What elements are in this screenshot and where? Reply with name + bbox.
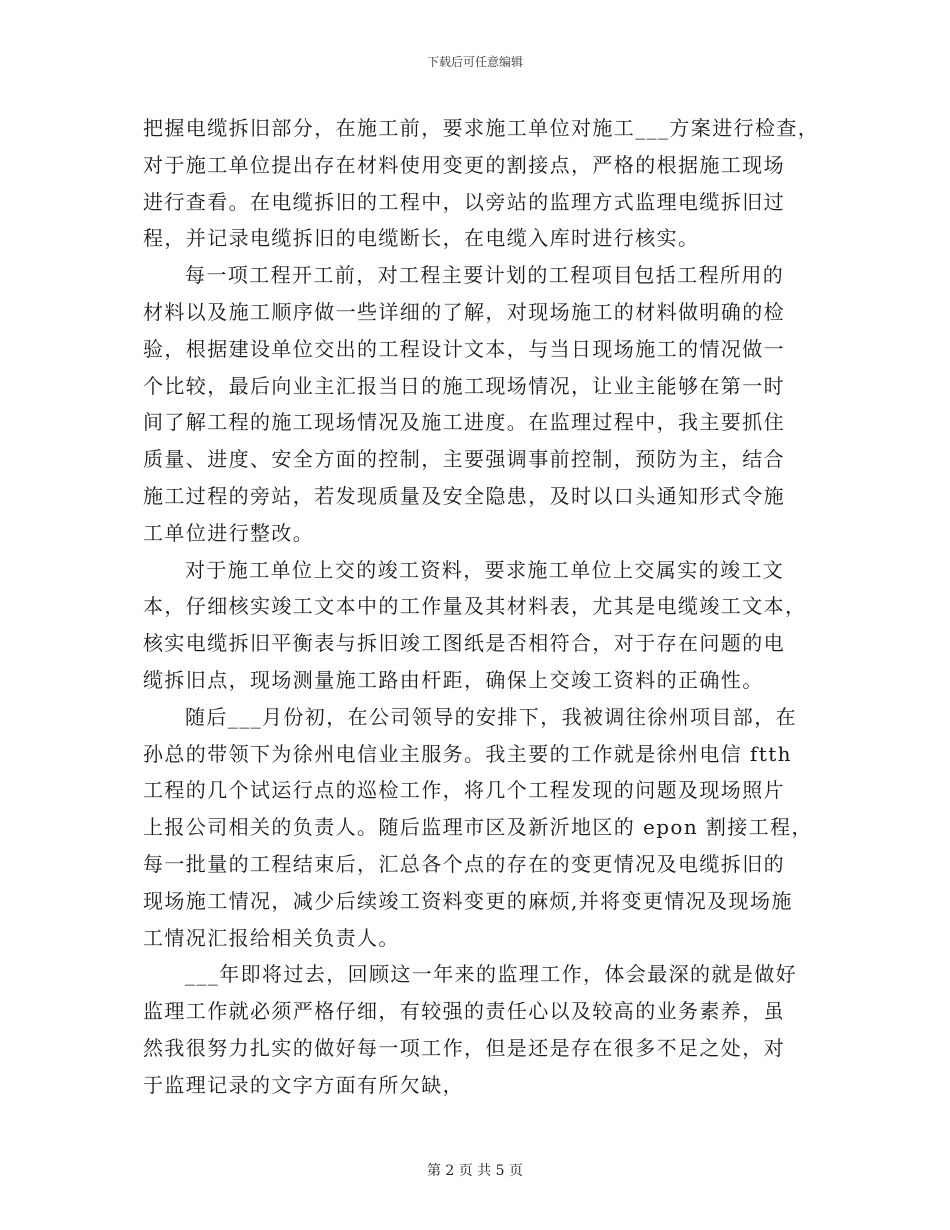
body-line: 材料以及施工顺序做一些详细的了解，对现场施工的材料做明确的检: [143, 299, 785, 324]
page-header: 下载后可任意编辑: [426, 55, 523, 69]
body-line: 本，仔细核实竣工文本中的工作量及其材料表，尤其是电缆竣工文本，: [143, 594, 807, 619]
body-line: 个比较，最后向业主汇报当日的施工现场情况，让业主能够在第一时: [143, 373, 785, 398]
paragraph-start-line: 随后___月份初，在公司领导的安排下，我被调往徐州项目部，在: [185, 704, 797, 729]
body-line: 缆拆旧点，现场测量施工路由杆距，确保上交竣工资料的正确性。: [143, 667, 764, 692]
paragraph-start-line: 每一项工程开工前，对工程主要计划的工程项目包括工程所用的: [185, 263, 785, 288]
body-line: 间了解工程的施工现场情况及施工进度。在监理过程中，我主要抓住: [143, 410, 785, 435]
document-body: [143, 110, 820, 1104]
paragraph-start-line: 对于施工单位上交的竣工资料，要求施工单位上交属实的竣工文: [185, 557, 785, 582]
body-line: 工程的几个试运行点的巡检工作，将几个工程发现的问题及现场照片: [143, 778, 785, 803]
body-line: 工情况汇报给相关负责人。: [143, 925, 400, 950]
body-line: 进行查看。在电缆拆旧的工程中，以旁站的监理方式监理电缆拆旧过: [143, 189, 785, 214]
body-line: 然我很努力扎实的做好每一项工作，但是还是存在很多不足之处，对: [143, 1035, 785, 1060]
body-line: 程，并记录电缆拆旧的电缆断长，在电缆入库时进行核实。: [143, 226, 700, 251]
page-number: 第 2 页 共 5 页: [426, 1163, 524, 1179]
body-line: 质量、进度、安全方面的控制，主要强调事前控制，预防为主，结合: [143, 447, 785, 472]
body-line: 监理工作就必须严格仔细，有较强的责任心以及较高的业务素养，虽: [143, 999, 785, 1024]
body-line: 每一批量的工程结束后，汇总各个点的存在的变更情况及电缆拆旧的: [143, 851, 785, 876]
body-line: 现场施工情况，减少后续竣工资料变更的麻烦,并将变更情况及现场施: [143, 888, 793, 913]
body-line: 施工过程的旁站，若发现质量及安全隐患，及时以口头通知形式令施: [143, 483, 785, 508]
body-line: 孙总的带领下为徐州电信业主服务。我主要的工作就是徐州电信 ftth: [143, 741, 792, 766]
body-line: 上报公司相关的负责人。随后监理市区及新沂地区的 epon 割接工程，: [143, 815, 813, 840]
body-line: 核实电缆拆旧平衡表与拆旧竣工图纸是否相符合，对于存在问题的电: [143, 631, 785, 656]
body-line: 对于施工单位提出存在材料使用变更的割接点，严格的根据施工现场: [143, 152, 785, 177]
body-line: 工单位进行整改。: [143, 520, 315, 545]
body-line: 把握电缆拆旧部分，在施工前，要求施工单位对施工___方案进行检查，: [143, 116, 820, 140]
paragraph-start-line: ___年即将过去，回顾这一年来的监理工作，体会最深的就是做好: [185, 962, 797, 987]
body-line: 于监理记录的文字方面有所欠缺，: [143, 1072, 464, 1097]
body-line: 验，根据建设单位交出的工程设计文本，与当日现场施工的情况做一: [143, 336, 785, 361]
